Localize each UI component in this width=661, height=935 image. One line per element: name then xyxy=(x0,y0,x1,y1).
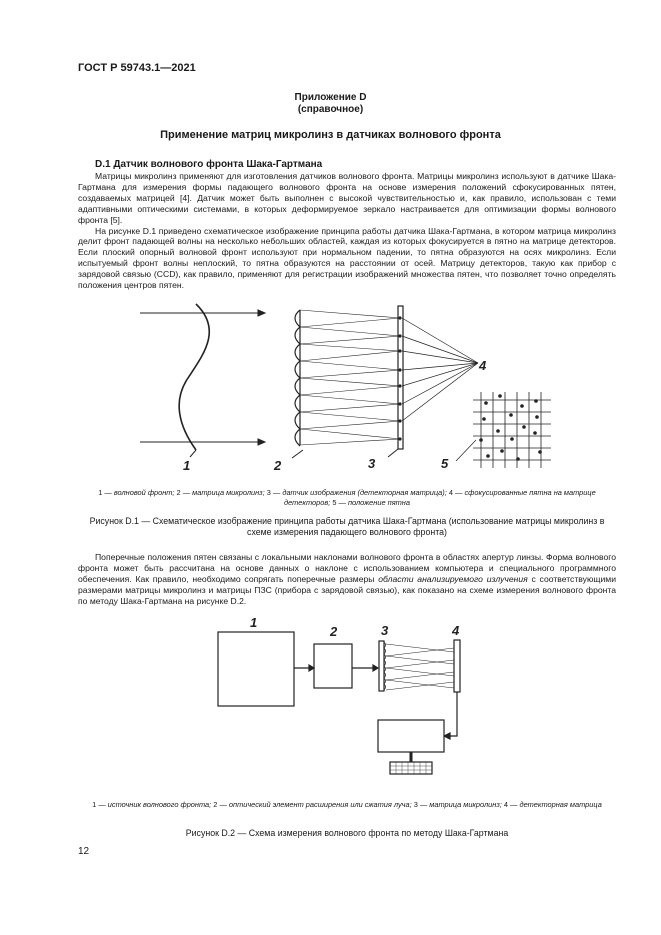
legend-num: 1 xyxy=(92,800,97,809)
figure-label-3: 3 xyxy=(368,456,376,471)
legend-num: 5 xyxy=(332,498,337,507)
legend-text: — матрица микролинз; xyxy=(417,800,504,809)
figure-label-4: 4 xyxy=(479,358,487,373)
legend-text: — сфокусированные пятна на матрице детекторов; xyxy=(284,488,596,507)
legend-text: — детекторная матрица xyxy=(508,800,602,809)
beam-expander-box xyxy=(314,644,352,688)
ray-bundle xyxy=(300,310,400,445)
figure-label-5: 5 xyxy=(441,456,449,471)
paragraph: На рисунке D.1 приведено схематическое изображение принципа работы датчика Шака-Гартмана, в котором матрица микролинз делит фронт падающей волны на несколько небольших областей, каждая из которых фокусируется в пятно на матрице детекторов. Если плоский опорный волновой фронт используют при нормальном падении, то пятна образуются на осях микролинз. Если испытуемый фронт волны неплоский, то пятна образуются на расстоянии от осей. Матрицу детекторов, такую как прибор с зарядовой связью (CCD), как правило, применяют для регистрации изображений множества пятен, что позволяет точно определять положения центров пятен. xyxy=(78,225,616,291)
wavefront-curve xyxy=(179,304,209,450)
paragraph: Матрицы микролинз применяют для изготовления датчиков волнового фронта. Матрицы микролинз используют в датчике Шака-Гартмана для измерения формы падающего волнового фронта на основе измерения положений сфокусированных пятен, создаваемых матрицей [4]. Датчик может быть выполнен с высокой чувствительностью и, как правило, использован с теми адаптивными оптическими системами, в которых деформируемое зеркало настраивается для оптимизации формы волнового фронта [5]. xyxy=(78,171,616,225)
document-id: ГОСТ Р 59743.1—2021 xyxy=(78,62,196,74)
figure2-label-1: 1 xyxy=(250,615,258,630)
appendix-subtitle: (справочное) xyxy=(297,104,364,115)
figure-label-2: 2 xyxy=(274,458,282,473)
spot-positions xyxy=(479,394,542,461)
legend-num: 1 xyxy=(98,488,103,497)
figure-d2-caption: Рисунок D.2 — Схема измерения волнового фронта по методу Шака-Гартмана xyxy=(185,828,509,838)
legend-num: 3 xyxy=(413,800,418,809)
wavefront-source-box xyxy=(218,632,294,706)
legend-num: 2 xyxy=(213,800,218,809)
body-text-1 xyxy=(78,171,616,291)
body-text-2 xyxy=(78,552,616,607)
legend-text: — положение пятна xyxy=(336,498,410,507)
figure-label-1: 1 xyxy=(183,458,191,473)
figure-d2-legend xyxy=(78,800,616,810)
leader-line xyxy=(456,440,476,461)
section-title: Применение матриц микролинз в датчиках волнового фронта xyxy=(160,129,501,141)
detector-matrix xyxy=(398,306,403,449)
arrow-head xyxy=(373,665,378,671)
subsection-title: D.1 Датчик волнового фронта Шака-Гартмана xyxy=(95,159,323,170)
microlens-array-element xyxy=(379,641,384,691)
appendix-title: Приложение D xyxy=(294,92,367,103)
legend-text: — волновой фронт; xyxy=(102,488,177,497)
figure2-label-2: 2 xyxy=(330,624,338,639)
legend-text: — источник волнового фронта; xyxy=(96,800,214,809)
figure-d1-caption: Рисунок D.1 — Схематическое изображение принципа работы датчика Шака-Гартмана (использование матрицы микролинз в схеме измерения падающего волнового фронта) xyxy=(89,516,605,537)
leader-line xyxy=(388,449,398,457)
page-number: 12 xyxy=(78,846,90,857)
paragraph-part: Поперечные положения пятен связаны с локальными наклонами волнового фронта в областях апертур линзы. Форма волнового фронта может быть рассчитана на основе данных о наклоне с использованием компьютера и специального программного обеспечения. Как правило, необходимо сопрягать поперечные размеры xyxy=(78,552,616,584)
figure-d1-legend xyxy=(78,488,616,508)
legend-num: 3 xyxy=(266,488,271,497)
arrow-head xyxy=(258,310,265,316)
paragraph-part: с соответствующими размерами матрицы микролинз и матрицы ПЗС (прибора с зарядовой связью), как показано на схеме измерения волнового фронта по методу Шака-Гартмана на рисунке D.2. xyxy=(78,573,616,606)
microlens-array xyxy=(295,310,300,446)
ray-bundle xyxy=(386,644,454,690)
figure2-label-3: 3 xyxy=(381,623,389,638)
arrow-head xyxy=(309,665,314,671)
figure2-label-4: 4 xyxy=(452,623,460,638)
keyboard xyxy=(390,762,432,774)
arrow-head xyxy=(444,733,450,739)
legend-num: 2 xyxy=(176,488,181,497)
signal-line xyxy=(446,692,457,736)
legend-text: — датчик изображения (детекторная матрица); xyxy=(270,488,449,497)
computer-monitor xyxy=(378,720,444,752)
legend-text: — оптический элемент расширения или сжатия луча; xyxy=(217,800,414,809)
paragraph xyxy=(78,552,616,607)
figure-d1-diagram xyxy=(78,300,618,480)
legend-num: 4 xyxy=(448,488,453,497)
leader-line xyxy=(190,450,196,457)
legend-num: 4 xyxy=(503,800,508,809)
arrow-head xyxy=(258,439,265,445)
leader-line xyxy=(292,450,303,458)
legend-text: — матрица микролинз; xyxy=(180,488,267,497)
paragraph-italic: области анализируемого излучения xyxy=(378,573,528,584)
leader-lines-4 xyxy=(402,318,478,421)
figure-d2-diagram xyxy=(200,612,500,792)
detector-matrix-element xyxy=(454,640,460,692)
